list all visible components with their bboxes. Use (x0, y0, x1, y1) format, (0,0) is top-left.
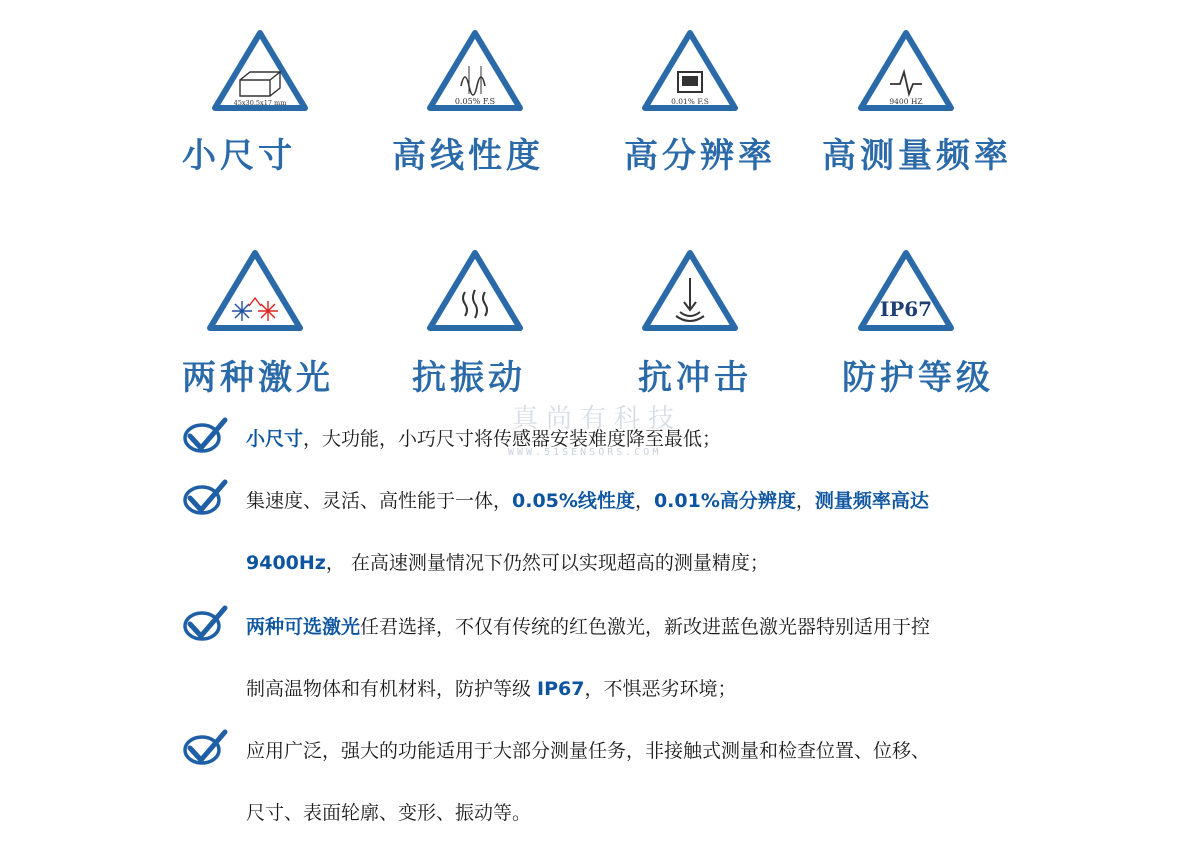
dual-laser-icon (205, 248, 305, 334)
bullet-1-line (246, 424, 721, 451)
svg-text:0.05% F.S: 0.05% F.S (454, 97, 496, 106)
svg-text:IP67: IP67 (879, 297, 933, 321)
resolution-display-icon (640, 28, 740, 114)
shock-arrow-icon (640, 248, 740, 334)
resolution-highlight: 0.01%高分辨度 (653, 490, 796, 512)
ip67-icon (856, 248, 956, 334)
bullet-3-line-2 (246, 674, 737, 701)
feature-label-anti-vibration: 抗振动 (412, 358, 526, 398)
bullet-4-text-2: 尺寸、表面轮廓、变形、振动等。 (246, 802, 532, 824)
bullet-2-text: 集速度、灵活、高性能于一体， (246, 490, 513, 512)
svg-text:9400 HZ: 9400 HZ (889, 97, 923, 106)
separator: ， (795, 490, 815, 512)
bullet-2-line-2 (246, 548, 769, 575)
feature-label-small-size: 小尺寸 (182, 136, 296, 176)
frequency-value-highlight: 9400Hz (246, 552, 326, 574)
bullet-1-text: ，大功能，小巧尺寸将传感器安装难度降至最低； (303, 428, 722, 450)
bullet-3-text-3: ，不惧恶劣环境； (584, 678, 737, 700)
bullet-3-text: 任君选择，不仅有传统的红色激光，新改进蓝色激光器特别适用于控 (360, 616, 931, 638)
bullet-3-line-1 (246, 612, 930, 639)
checkmark-icon (182, 604, 228, 648)
bullet-2-line-1 (246, 486, 929, 513)
bullet-2-text-2: ， 在高速测量情况下仍然可以实现超高的测量精度； (325, 552, 769, 574)
wave-linearity-icon (425, 28, 525, 114)
feature-label-anti-shock: 抗冲击 (638, 358, 752, 398)
box-dimension-icon (210, 28, 310, 114)
frequency-pulse-icon (856, 28, 956, 114)
dual-laser-highlight: 两种可选激光 (246, 616, 361, 638)
svg-text:0.01% F.S: 0.01% F.S (671, 97, 709, 106)
watermark-text: 真尚有科技 (512, 404, 683, 434)
bullet-4-text: 应用广泛，强大的功能适用于大部分测量任务，非接触式测量和检查位置、位移、 (246, 740, 931, 762)
feature-label-dual-laser: 两种激光 (182, 358, 334, 398)
linearity-highlight: 0.05%线性度 (512, 490, 635, 512)
feature-label-frequency: 高测量频率 (822, 136, 1012, 176)
separator: ， (634, 490, 654, 512)
checkmark-icon (182, 478, 228, 522)
checkmark-icon (182, 416, 228, 460)
bullet-1-highlight: 小尺寸 (246, 428, 304, 450)
feature-label-linearity: 高线性度 (392, 136, 544, 176)
watermark-url: WWW.51SENSORS.COM (508, 447, 662, 458)
checkmark-icon (182, 728, 228, 772)
vibration-icon (425, 248, 525, 334)
ip67-highlight: IP67 (537, 678, 585, 700)
bullet-4-line-1 (246, 736, 930, 763)
bullet-3-text-2: 制高温物体和有机材料，防护等级 (246, 678, 538, 700)
feature-label-resolution: 高分辨率 (624, 136, 776, 176)
feature-label-protection-level: 防护等级 (842, 358, 994, 398)
frequency-highlight: 测量频率高达 (814, 490, 929, 512)
bullet-4-line-2 (246, 798, 531, 825)
svg-text:45x30.5x17 mm: 45x30.5x17 mm (233, 99, 287, 107)
